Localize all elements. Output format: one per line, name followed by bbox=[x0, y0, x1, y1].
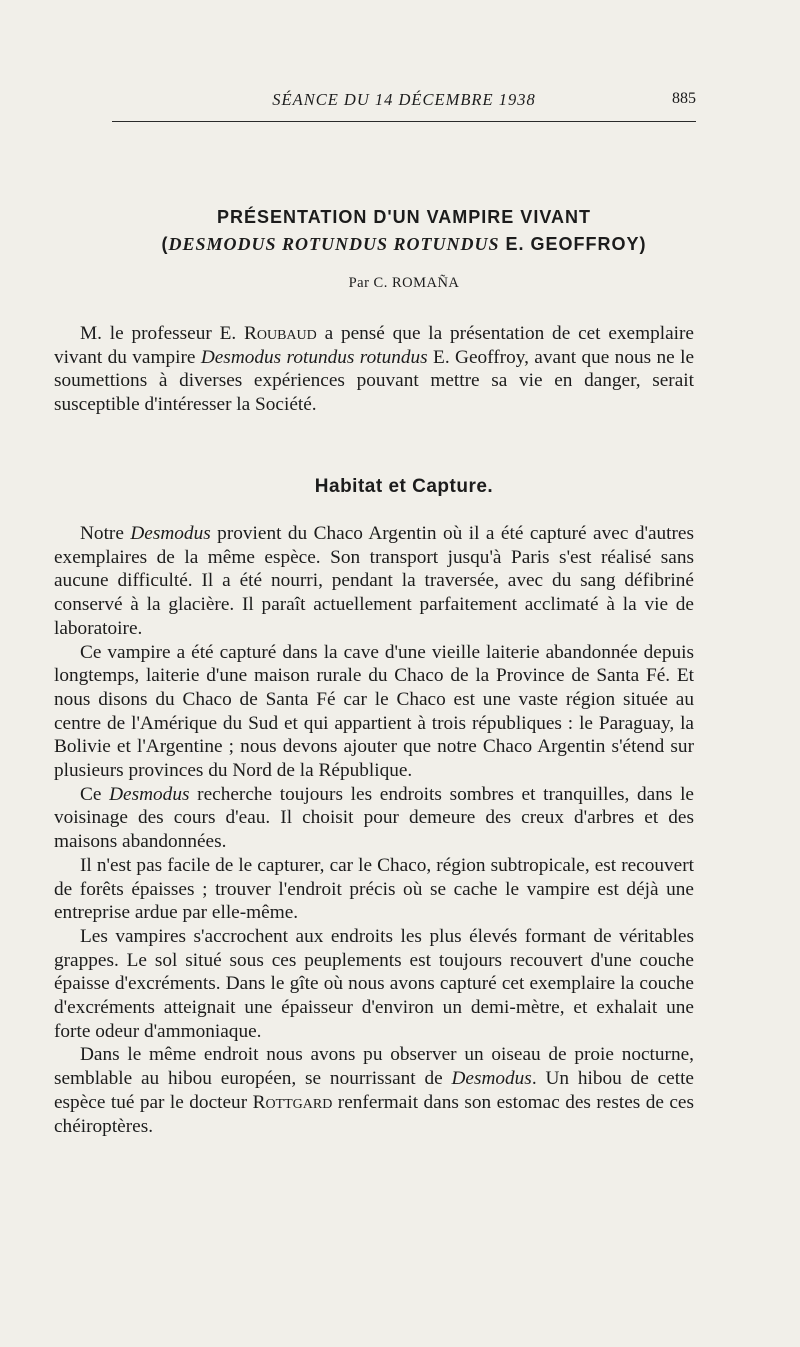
article-title-line2 bbox=[112, 234, 696, 255]
intro-paragraph bbox=[54, 322, 694, 417]
genus-name: Desmodus bbox=[130, 523, 211, 544]
habitat-paragraph-4: Il n'est pas facile de le capturer, car le Chaco, région subtropicale, est recouvert de forêts épaisses ; trouver l'endroit précis où se cache le vampire est déjà une entreprise ardue par elle-même. bbox=[54, 854, 694, 924]
p3-text-b: recherche toujours les endroits sombres et tranquilles, dans le voisinage des cours d'eau. Il choisit pour demeure des creux d'arbres et des maisons abandonnées. bbox=[54, 783, 694, 853]
habitat-paragraph-3 bbox=[54, 783, 694, 854]
running-title bbox=[112, 90, 696, 110]
byline: Par C. ROMAÑA bbox=[348, 275, 460, 291]
article-title-line1: PRÉSENTATION D'UN VAMPIRE VIVANT bbox=[217, 207, 591, 227]
genus-name: Desmodus bbox=[451, 1068, 532, 1090]
p1-text-a: Notre bbox=[80, 523, 131, 544]
running-title-day: 14 bbox=[374, 90, 394, 109]
habitat-paragraph-6 bbox=[54, 1043, 694, 1138]
running-head bbox=[112, 90, 696, 114]
author-name-rottgard: Rottgard bbox=[252, 1091, 333, 1113]
intro-text-c: E. Geoffroy, avant que nous ne le soumettions à diverses expériences pouvant mettre sa vie en danger, serait susceptible d'intéresser la Société. bbox=[54, 346, 695, 416]
intro-section bbox=[54, 322, 694, 417]
p6-text-c: renfermait dans son estomac des restes de ces chéiroptères. bbox=[54, 1091, 694, 1137]
author-name-roubaud: Roubaud bbox=[244, 323, 317, 344]
habitat-paragraph-5: Les vampires s'accrochent aux endroits les plus élevés formant de véritables grappes. Le sol situé sous ces peuplements est toujours recouvert d'une couche épaisse d'excréments. Dans le gîte où nous avons capturé cet exemplaire la couche d'excréments atteignait une épaisseur d'environ un demi-mètre, et exhalait une forte odeur d'ammoniaque. bbox=[54, 925, 694, 1042]
header-rule bbox=[112, 121, 696, 122]
running-title-prefix: SÉANCE DU bbox=[272, 90, 375, 109]
title-species-name: DESMODUS ROTUNDUS ROTUNDUS bbox=[168, 234, 500, 254]
intro-text-b: a pensé que la présentation de cet exemplaire vivant du vampire bbox=[54, 323, 694, 368]
title-open-paren: ( bbox=[161, 234, 169, 254]
title-authority: E. GEOFFROY) bbox=[499, 234, 647, 254]
habitat-paragraph-2: Ce vampire a été capturé dans la cave d'une vieille laiterie abandonnée depuis longtemps, laiterie d'une maison rurale du Chaco de la Province de Santa Fé. Et nous disons du Chaco de Santa Fé car le Chaco est une vaste région située au centre de l'Amérique du Sud et qui appartient à trois républiques : le Paraguay, la Bolivie et l'Argentine ; nous devons ajouter que notre Chaco Argentin s'étend sur plusieurs provinces du Nord de la République. bbox=[54, 641, 694, 782]
genus-name: Desmodus bbox=[109, 783, 190, 805]
p6-text-a: Dans le même endroit nous avons pu observer un oiseau de proie nocturne, semblable au hibou européen, se nourrissant de bbox=[54, 1044, 694, 1090]
species-name: Desmodus rotundus rotundus bbox=[200, 346, 428, 368]
running-title-suffix: DÉCEMBRE 1938 bbox=[393, 90, 536, 109]
section-heading: Habitat et Capture. bbox=[314, 476, 494, 497]
p6-text-b: . Un hibou de cette espèce tué par le docteur bbox=[54, 1068, 694, 1113]
habitat-paragraph-1 bbox=[54, 522, 694, 641]
p3-text-a: Ce bbox=[80, 783, 110, 805]
page-number: 885 bbox=[672, 90, 696, 107]
p1-text-b: provient du Chaco Argentin où il a été capturé avec d'autres exemplaires de la même espèce. Son transport jusqu'à Paris s'est réalisé sans aucune difficulté. Il a été nourri, pendant la traversée, avec du sang défibriné conservé à la glacière. Il paraît actuellement parfaitement acclimaté à la vie de laboratoire. bbox=[54, 523, 694, 639]
habitat-section bbox=[54, 522, 694, 1138]
intro-text-a: M. le professeur E. bbox=[80, 323, 245, 344]
